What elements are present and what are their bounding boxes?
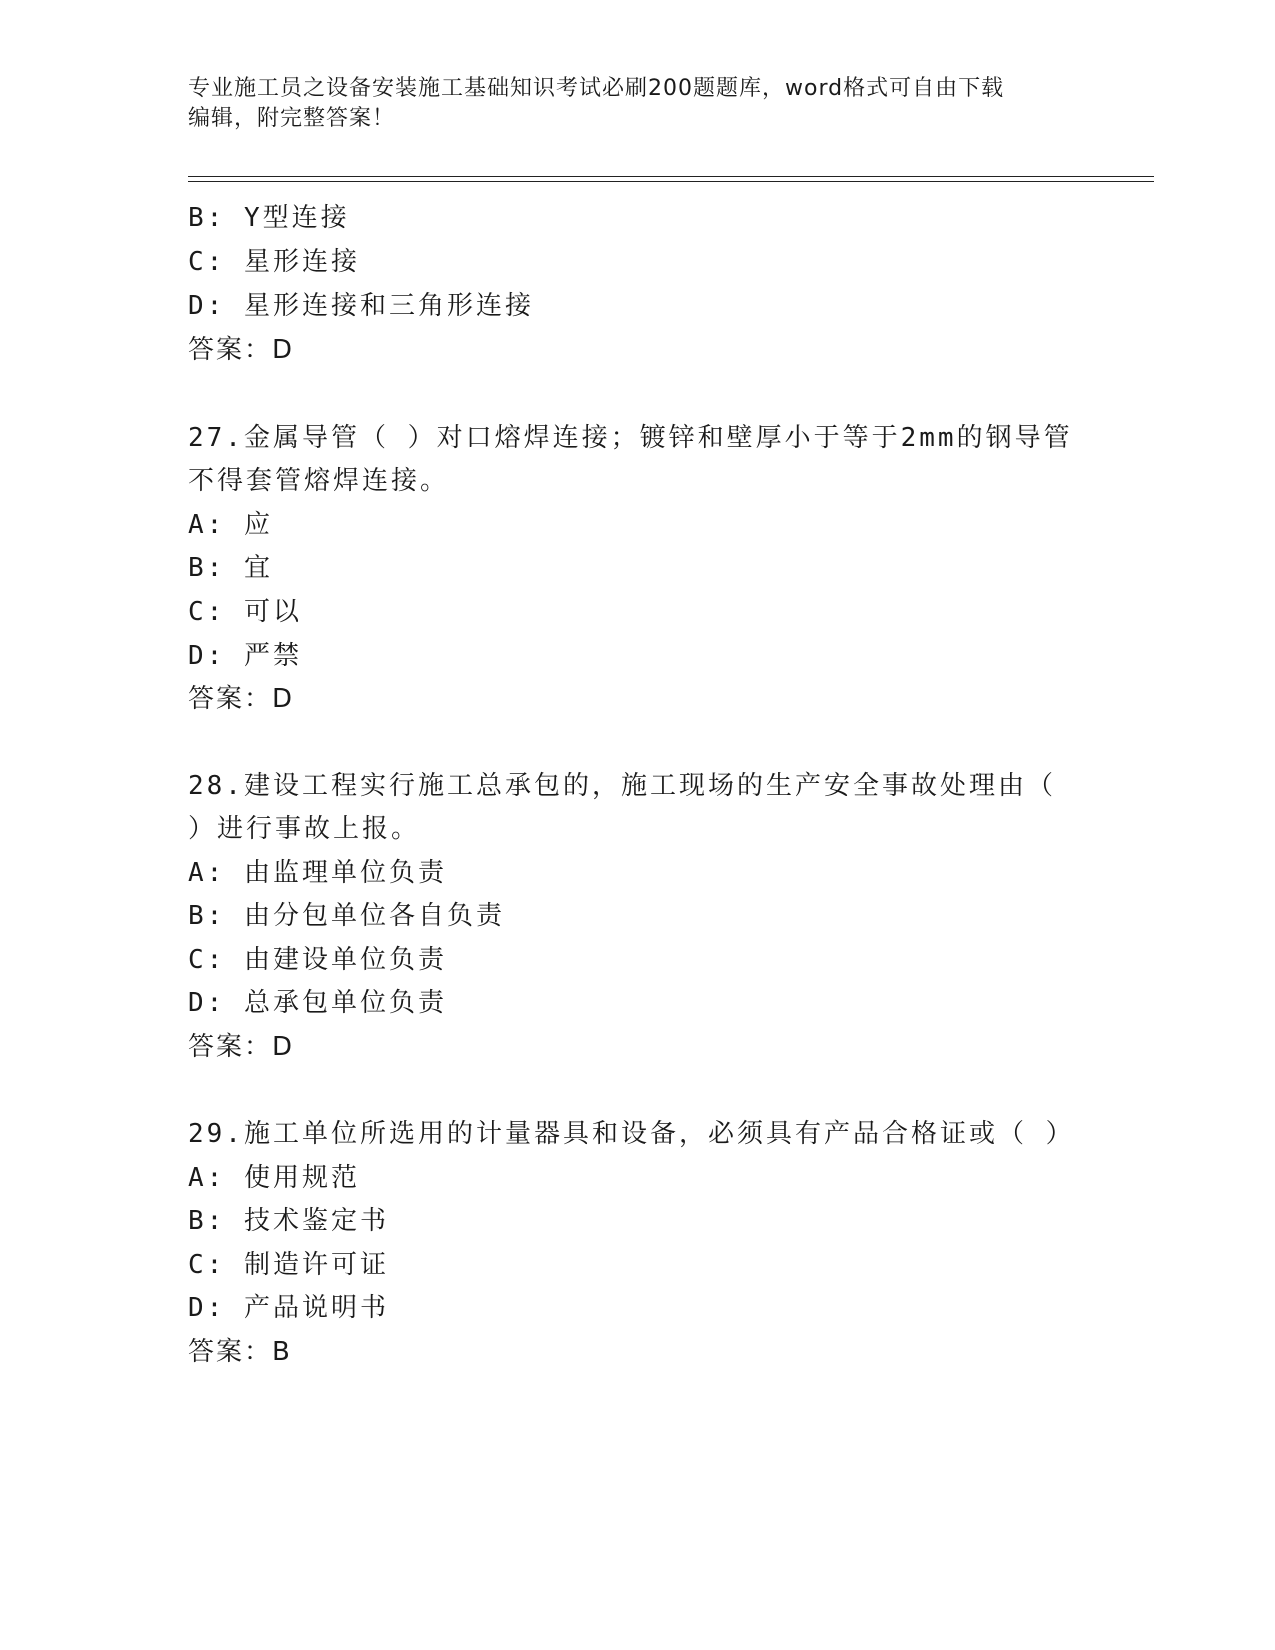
question-29-answer: 答案：B [188,1337,292,1367]
option-d: D: 星形连接和三角形连接 [188,291,534,321]
question-28-stem-line-2: ）进行事故上报。 [188,814,421,844]
header-title-line-2: 编辑，附完整答案！ [188,106,396,131]
question-29-option-b: B: 技术鉴定书 [188,1206,389,1236]
option-c: C: 星形连接 [188,247,360,277]
option-b: B: Y型连接 [188,203,350,233]
question-29-stem-line-1: 29.施工单位所选用的计量器具和设备，必须具有产品合格证或（ ） [188,1119,1075,1149]
question-27-option-d: D: 严禁 [188,641,302,671]
question-27-option-a: A: 应 [188,510,273,540]
question-28-option-d: D: 总承包单位负责 [188,988,447,1018]
document-header [188,74,1088,134]
header-title-line-1: 专业施工员之设备安装施工基础知识考试必刷200题题库，word格式可自由下载 [188,76,1005,101]
question-27-stem-line-1: 27.金属导管（ ）对口熔焊连接；镀锌和壁厚小于等于2mm的钢导管 [188,423,1073,453]
question-29-option-c: C: 制造许可证 [188,1250,389,1280]
answer-line: 答案：D [188,335,295,365]
question-27-option-c: C: 可以 [188,597,302,627]
question-27-answer: 答案：D [188,684,295,714]
header-divider-top [188,176,1154,177]
question-28-option-b: B: 由分包单位各自负责 [188,901,505,931]
question-29-option-d: D: 产品说明书 [188,1293,389,1323]
question-29-option-a: A: 使用规范 [188,1163,360,1193]
question-27-option-b: B: 宜 [188,553,273,583]
question-28-stem-line-1: 28.建设工程实行施工总承包的，施工现场的生产安全事故处理由（ [188,771,1056,801]
question-28-answer: 答案：D [188,1032,295,1062]
question-28-option-a: A: 由监理单位负责 [188,858,447,888]
question-28-option-c: C: 由建设单位负责 [188,945,447,975]
question-27-stem-line-2: 不得套管熔焊连接。 [188,466,450,496]
header-divider-bottom [188,181,1154,182]
